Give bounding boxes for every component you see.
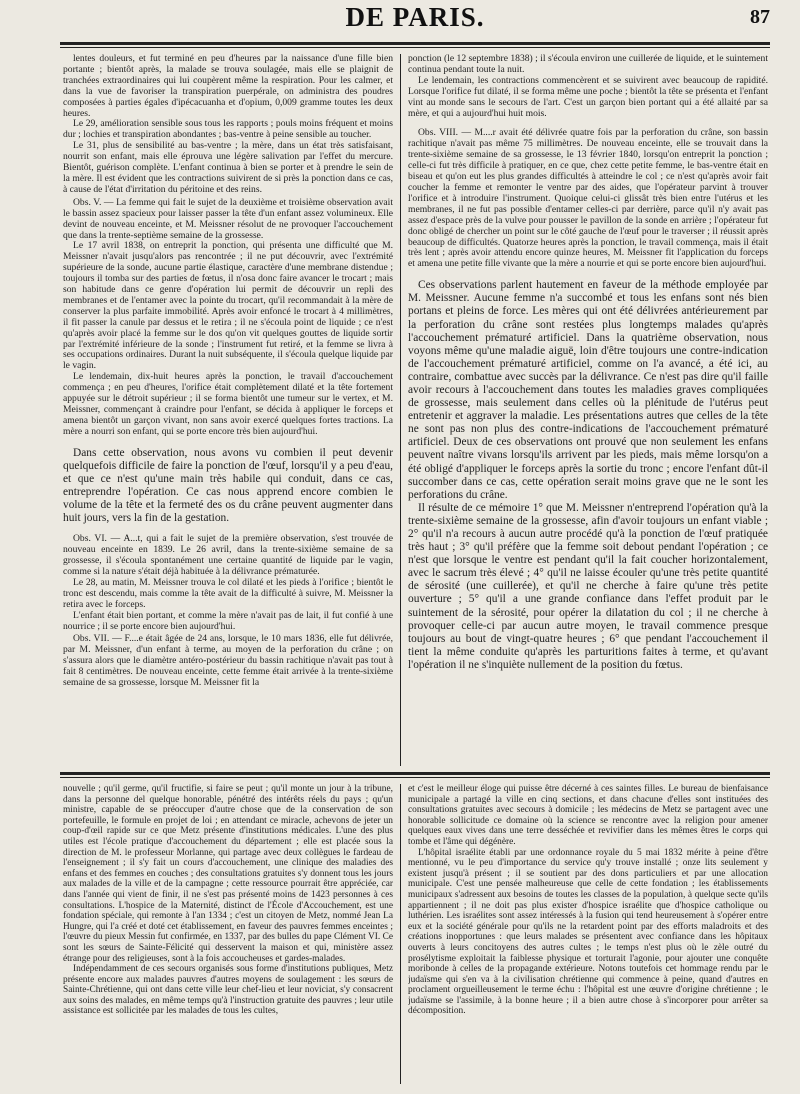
column-divider-bottom xyxy=(400,784,401,1084)
paragraph: lentes douleurs, et fut terminé en peu d'heures par la naissance d'une fille bien portante ; bientôt après, la malade se trouva soulagée, mais elle se plaignit de tranchées extraordinaires qui lui coupèrent même la respiration. Pour les calmer, et dans la vue de favoriser la transpiration puerpérale, on administra des poudres composées à parties égales d'ipécacuanha et d'opium, 0,009 gramme toutes les deux heures. xyxy=(63,54,393,119)
bottom-left-column xyxy=(63,784,393,1084)
paragraph: Le 31, plus de sensibilité au bas-ventre ; la mère, dans un état très satisfaisant, nourrit son enfant, mais elle éprouva une légère salivation par l'effet du mercure. Bientôt, guérison complète. L'enfant continua à bien se porter et à prendre le sein de la mère. Il est évident que les contractions suivirent de si près la ponction dans ce cas, à cause de l'état d'irritation du péritoine et des reins. xyxy=(63,140,393,195)
bottom-right-column xyxy=(408,784,768,1084)
paragraph: Indépendamment de ces secours organisés sous forme d'institutions publiques, Metz présente encore aux malades pauvres d'autres moyens de soulagement : les sœurs de Sainte-Chrétienne, qui ont dans cette ville leur chef-lieu et leur noviciat, s'y consacrent aux soins des malades, en même temps qu'à l'instruction gratuite des pauvres ; leur utile assistance est sollicitée par les malades de tous les cultes, xyxy=(63,964,393,1017)
observation-paragraph: Obs. VII. — F....e était âgée de 24 ans, lorsque, le 10 mars 1836, elle fut délivrée, par M. Meissner, d'un enfant à terme, au moyen de la perforation du crâne ; on s'assura alors que le diamètre antéro-postérieur du bassin rachitique n'avait pas tout à fait 8 centimètres. De nouveau enceinte, cette femme était arrivée à la trente-sixième semaine de sa grossesse, lorsque M. Meissner fit la xyxy=(63,633,393,689)
page-title: DE PARIS. xyxy=(345,2,485,32)
page-header xyxy=(60,0,770,38)
header-rule xyxy=(60,42,770,45)
paragraph: Le 28, au matin, M. Meissner trouva le col dilaté et les pieds à l'orifice ; bientôt le tronc est descendu, mais comme la tête avait de la difficulté à suivre, M. Meissner la retira avec le forceps. xyxy=(63,576,393,610)
right-column xyxy=(408,54,768,766)
paragraph: Le lendemain, dix-huit heures après la ponction, le travail d'accouchement commença ; en peu d'heures, l'orifice était complètement dilaté et la tête fortement appuyée sur le détroit supérieur ; il se forma bientôt une tumeur sur le vertex, et M. Meissner, commençant à craindre pour l'enfant, se décida à appliquer le forceps et amena bientôt un garçon vivant, non sans avoir exercé quelques fortes tractions. La mère a nourri son enfant, qui se porte encore très bien aujourd'hui. xyxy=(63,371,393,437)
left-column xyxy=(63,54,393,766)
summary-paragraph: Il résulte de ce mémoire 1° que M. Meissner n'entreprend l'opération qu'à la trente-sixième semaine de la grossesse, afin d'avoir toujours un enfant viable ; 2° qu'il n'a recours à aucun autre procédé qu'à la ponction de l'œuf pratiquée très haut ; 3° qu'il préfère que la femme soit debout pendant l'opération ; ce n'est que lorsque le ventre est pendant qu'il la fait coucher horizontalement, avec le sacrum très élevé ; 4° qu'il ne laisse écouler qu'une très petite quantité de sérosité (une cuillerée), et qu'il ne cherche à faire qu'une très petite ouverture ; 5° qu'il a une grande confiance dans l'effet produit par le suintement de la sérosité, pour opérer la dilatation du col ; il ne cherche à provoquer celle-ci par aucun autre moyen, le travail commence presque toujours au bout de vingt-quatre heures ; 6° que pendant l'accouchement il tient la même conduite qu'après les parturitions faites à terme, et qu'avant l'opération il ne s'inquiète nullement de la position du fœtus. xyxy=(408,501,768,671)
observation-paragraph: Obs. VI. — A...t, qui a fait le sujet de la première observation, s'est trouvée de nouveau enceinte en 1839. Le 26 avril, dans la trente-sixième semaine de sa grossesse, il s'écoula spontanément une certaine quantité de liquide par le vagin, comme si la nature s'était déjà habituée à la délivrance prématurée. xyxy=(63,533,393,577)
paragraph: Le 17 avril 1838, on entreprit la ponction, qui présenta une difficulté que M. Meissner n'avait jusqu'alors pas rencontrée ; il ne put découvrir, avec l'extrémité supérieure de la sonde, aucune partie élastique, caractère d'une membrane distendue ; toujours il tomba sur des parties de fœtus, il n'osa donc faire avancer le trocart ; mais son habitude dans ce genre d'opération lui permit de découvrir un repli des membranes et de l'entamer avec la pointe du trocart, qu'il recommandait à la mère de conserver la plus parfaite immobilité. Après avoir enfoncé le trocart à 4 millimètres, il fit passer la canule par dessus et le retira ; il ne s'écoula point de liquide ; ce n'est qu'après avoir placé la femme sur le dos qu'on vit quelques gouttes de liquide sortir par l'extrémité inférieure de la sonde ; l'instrument fut retiré, et la femme se livra à ses occupations ordinaires. Durant la nuit subséquente, il s'écoula quelque liquide par le vagin. xyxy=(63,240,393,372)
paragraph: Le 29, amélioration sensible sous tous les rapports ; pouls moins fréquent et moins dur ; lochies et transpiration abondantes ; bas-ventre à peine sensible au toucher. xyxy=(63,118,393,141)
paragraph: L'hôpital israélite établi par une ordonnance royale du 5 mai 1832 mérite à peine d'être mentionné, vu le peu d'importance du service qu'y trouve installé ; onze lits seulement y existent jusqu'à présent ; il se soutient par des dons particuliers et par une allocation municipale. C'est une pensée malheureuse que celle de cette fondation ; les établissements municipaux s'adressent aux besoins de toutes les classes de la population, à quelque secte qu'ils appartiennent ; il ne doit pas plus exister d'hospice israélite que d'hospice catholique ou luthérien. Les israélites sont assez intéressés à la fusion qui tend heureusement à s'opérer entre eux et la société générale pour qu'ils ne la retardent point par des efforts maladroits et des créations inopportunes : que leurs malades se présentent avec confiance dans les hôpitaux ouverts à leurs concitoyens des autres cultes ; le temps n'est plus où le zèle outré du prosélytisme exploitait la faiblesse physique et torturait l'agonie, pour ajouter une conquête moribonde à celles de la propagande extérieure. Notons toutefois cet hommage rendu par le judaïsme qui s'en va à la civilisation chrétienne qui commence à peine, quand d'autres en proclament orgueilleusement le terme échu : l'hôpital est une œuvre d'origine chrétienne ; le judaïsme se l'assimile, à la bonne heure ; il a bien autre chose à s'incorporer pour arrêter sa décomposition. xyxy=(408,847,768,1017)
page-number: 87 xyxy=(750,6,770,28)
paragraph: L'enfant était bien portant, et comme la mère n'avait pas de lait, il fut confié à une nourrice ; il se porte encore bien aujourd'hui. xyxy=(63,609,393,632)
commentary-paragraph: Dans cette observation, nous avons vu combien il peut devenir quelquefois difficile de faire la ponction de l'œuf, lorsqu'il y a peu d'eau, et que ce n'est qu'une main très habile qui conduit, dans ce cas, entreprendre l'opération. Ce cas nous apprend encore combien le volume de la tête et la fermeté des os du crâne peuvent augmenter dans huit jours, vers la fin de la gestation. xyxy=(63,446,393,525)
observation-paragraph: Obs. VIII. — M....r avait été délivrée quatre fois par la perforation du crâne, son bassin rachitique n'avait pas même 75 millimètres. De nouveau enceinte, elle se trouvait dans la trente-sixième semaine de sa grossesse, le 13 février 1840, lorsqu'on entreprit la ponction ; celle-ci fut très difficile à pratiquer, en ce que, chez cette petite femme, le bas-ventre était en biseau et qu'on eut les plus grandes difficultés à atteindre le col ; ce n'est qu'après avoir fait coucher la femme et remonter le ventre par des aides, que l'opérateur parvint à trouver l'orifice et à introduire l'instrument. Quoique celui-ci glissât très bien entre l'utérus et les membranes, il ne fut pas possible d'entamer celles-ci par derrière, parce qu'il n'y avait pas assez d'espace près de la vulve pour pousser le pavillon de la sonde en arrière ; l'opérateur fut donc obligé de chercher un point sur le côté gauche de l'œuf pour le traverser ; il réussit après beaucoup de difficultés. Quatorze heures après la ponction, le travail commença, mais il était très lent ; après avoir attendu encore quinze heures, M. Meissner fit l'application du forceps et amena une petite fille vivante que la mère a nourrie et qui se porte encore bien aujourd'hui. xyxy=(408,127,768,270)
paragraph: Le lendemain, les contractions commencèrent et se suivirent avec beaucoup de rapidité. Lorsque l'orifice fut dilaté, il se forma même une poche ; bientôt la tête se présenta et l'enfant vint au monde sans le secours de l'art. C'est un garçon bien portant qui a été allaité par sa mère, et qui a aujourd'hui huit mois. xyxy=(408,74,768,119)
paragraph: ponction (le 12 septembre 1838) ; il s'écoula environ une cuillerée de liquide, et le suintement continua pendant toute la nuit. xyxy=(408,54,768,75)
paragraph: et c'est le meilleur éloge qui puisse être décerné à ces saintes filles. Le bureau de bienfaisance municipale a partagé la ville en cinq sections, et dans chacune d'elles sont instituées des consultations gratuites avec secours à domicile ; les médecins de Metz se partagent avec une honorable sollicitude ce domaine où la science se rencontre avec la religion pour amener quelques eaux vives dans une terre desséchée et revivifier dans les mêmes êtres le corps qui tombe et l'âme qui dégénère. xyxy=(408,784,768,847)
section-rule xyxy=(60,772,770,775)
observation-paragraph: Obs. V. — La femme qui fait le sujet de la deuxième et troisième observation avait le bassin assez spacieux pour laisser passer la tête d'un enfant assez volumineux. Elle devint de nouveau enceinte, et M. Meissner résolut de ne provoquer l'accouchement que dans la trente-septième semaine de la grossesse. xyxy=(63,196,393,241)
column-divider xyxy=(400,54,401,766)
header-rule-thin xyxy=(60,47,770,48)
conclusion-paragraph: Ces observations parlent hautement en faveur de la méthode employée par M. Meissner. Aucune femme n'a succombé et tous les enfans sont nés bien portans et pleins de force. Les mères qui ont été délivrées antérieurement par la perforation du crâne sont restées plus longtemps malades qu'après l'accouchement prématuré artificiel. Dans la quatrième observation, nous voyons même qu'une maladie aiguë, loin d'être toujours une contre-indication de l'accouchement prématuré artificiel, comme on l'a avancé, a été ici, au contraire, combattue avec succès par la délivrance. Ce n'est pas dire qu'il faille avoir recours à l'accouchement dans toutes les maladies graves compliquées de grossesse, mais seulement dans celles où la plénitude de l'utérus peut entretenir et aggraver la maladie. Les présentations autres que celles de la tête ne sont pas non plus des contre-indications de l'accouchement prématuré artificiel. Deux de ces observations ont prouvé que non seulement les enfans peuvent naître vivans lorsqu'ils arrivent par les pieds, mais même lorsqu'on a été obligé d'appliquer le forceps après la sortie du tronc ; encore l'enfant dût-il succomber dans ce cas, cette opération serait moins grave que ne le sont les perforations du crâne. xyxy=(408,279,768,501)
section-rule-thin xyxy=(60,777,770,778)
paragraph: nouvelle ; qu'il germe, qu'il fructifie, si faire se peut ; qu'il monte un jour à la tribune, dans la personne del quelque honorable, pénétré des intérêts réels du pays ; qu'un ministre, capable de se préoccuper d'autre chose que de la conservation de son portefeuille, le formule en projet de loi ; en attendant ce miracle, achevons de jeter un coup-d'œil rapide sur ce que Metz présente d'institutions médicales. L'une des plus utiles est l'école pratique d'accouchement du département ; elle est placée sous la direction de M. le professeur Morlanne, qui partage avec deux collègues le fardeau de l'enseignement ; il s'y fait un cours d'accouchement, une clinique des maladies des enfans et des femmes en couches ; des consultations gratuites s'y donnent tous les jours aux malades de la ville et de la campagne ; cette ressource pourrait être appréciée, car dans l'année qui vient de finir, il ne s'est pas présenté moins de 1423 personnes à ces consultations. L'hospice de la Maternité, distinct de l'École d'Accouchement, est une fondation spéciale, qui remonte à l'an 1334 ; c'est un citoyen de Metz, nommé Jean La Hungre, qui l'a créé et doté cet établissement, en faveur des pauvres femmes enceintes ; l'œuvre du pieux Messin fut confirmée, en 1337, par des bulles du pape Clément VI. Ce sont les sœurs de Sainte-Félicité qui desservent la maison et qui, ministère assez étrange pour des religieuses, sont à la fois accoucheuses et gardes-malades. xyxy=(63,784,393,964)
